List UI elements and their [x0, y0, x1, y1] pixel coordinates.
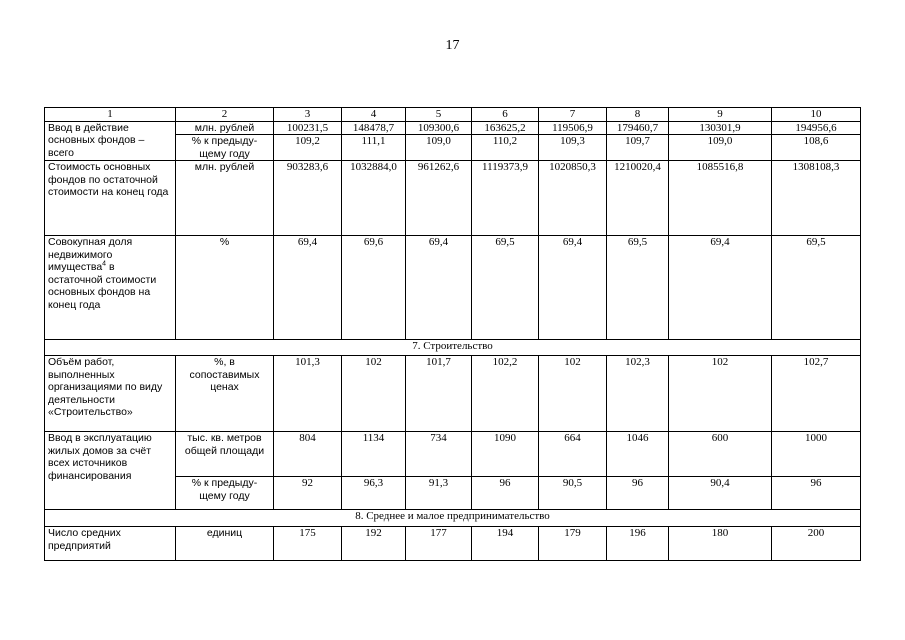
- value-cell: 102,2: [472, 356, 539, 432]
- value-cell: 664: [539, 432, 607, 477]
- value-cell: 90,5: [539, 477, 607, 510]
- row-label: Объём работ, выполненных организациями по виду деятельности «Строительство»: [45, 356, 176, 432]
- value-cell: 1210020,4: [607, 161, 669, 236]
- value-cell: 194956,6: [772, 121, 861, 135]
- value-cell: 200: [772, 527, 861, 561]
- value-cell: 96: [472, 477, 539, 510]
- value-cell: 69,5: [607, 236, 669, 340]
- value-cell: 1032884,0: [342, 161, 406, 236]
- value-cell: 69,6: [342, 236, 406, 340]
- value-cell: 109300,6: [406, 121, 472, 135]
- row-label-text: Совокупная доля недвижимого имущества: [48, 236, 133, 273]
- unit-cell: %, в сопоставимых ценах: [176, 356, 274, 432]
- value-cell: 101,7: [406, 356, 472, 432]
- footnote-mark: 4: [102, 260, 107, 268]
- value-cell: 102: [539, 356, 607, 432]
- column-header: 5: [406, 108, 472, 122]
- row-label: Ввод в действие основных фондов – всего: [45, 121, 176, 161]
- value-cell: 111,1: [342, 135, 406, 161]
- value-cell: 91,3: [406, 477, 472, 510]
- value-cell: 110,2: [472, 135, 539, 161]
- value-cell: 69,4: [406, 236, 472, 340]
- column-header: 4: [342, 108, 406, 122]
- value-cell: 96: [607, 477, 669, 510]
- value-cell: 100231,5: [274, 121, 342, 135]
- value-cell: 148478,7: [342, 121, 406, 135]
- value-cell: 194: [472, 527, 539, 561]
- value-cell: 69,4: [669, 236, 772, 340]
- value-cell: 179: [539, 527, 607, 561]
- column-header: 2: [176, 108, 274, 122]
- column-header: 1: [45, 108, 176, 122]
- row-label: Число средних предприятий: [45, 527, 176, 561]
- value-cell: 175: [274, 527, 342, 561]
- header-row: [45, 108, 861, 122]
- value-cell: 180: [669, 527, 772, 561]
- value-cell: 734: [406, 432, 472, 477]
- value-cell: 102,7: [772, 356, 861, 432]
- value-cell: 109,2: [274, 135, 342, 161]
- value-cell: 119506,9: [539, 121, 607, 135]
- statistics-table: [44, 107, 861, 561]
- value-cell: 96: [772, 477, 861, 510]
- column-header: 6: [472, 108, 539, 122]
- value-cell: 961262,6: [406, 161, 472, 236]
- table-row: [45, 161, 861, 236]
- value-cell: 1090: [472, 432, 539, 477]
- row-label: Стоимость основных фондов по остаточной стоимости на конец года: [45, 161, 176, 236]
- value-cell: 903283,6: [274, 161, 342, 236]
- value-cell: 69,5: [472, 236, 539, 340]
- column-header: 8: [607, 108, 669, 122]
- unit-cell: млн. рублей: [176, 161, 274, 236]
- table-row: [45, 356, 861, 432]
- value-cell: 101,3: [274, 356, 342, 432]
- unit-cell: млн. рублей: [176, 121, 274, 135]
- value-cell: 1119373,9: [472, 161, 539, 236]
- column-header: 3: [274, 108, 342, 122]
- column-header: 9: [669, 108, 772, 122]
- section-row: [45, 510, 861, 527]
- column-header: 7: [539, 108, 607, 122]
- unit-cell: % к предыду-щему году: [176, 477, 274, 510]
- unit-cell: % к предыду-щему году: [176, 135, 274, 161]
- value-cell: 130301,9: [669, 121, 772, 135]
- row-label-text: в остаточной стоимости основных фондов на конец года: [48, 261, 157, 311]
- value-cell: 102: [669, 356, 772, 432]
- value-cell: 102: [342, 356, 406, 432]
- table-row: [45, 121, 861, 135]
- value-cell: 69,4: [539, 236, 607, 340]
- unit-cell: %: [176, 236, 274, 340]
- value-cell: 96,3: [342, 477, 406, 510]
- value-cell: 109,0: [669, 135, 772, 161]
- unit-cell: тыс. кв. метров общей площади: [176, 432, 274, 477]
- section-heading: 7. Строительство: [45, 340, 861, 356]
- value-cell: 1134: [342, 432, 406, 477]
- section-heading: 8. Среднее и малое предпринимательство: [45, 510, 861, 527]
- value-cell: 192: [342, 527, 406, 561]
- page-number: 17: [445, 38, 460, 53]
- value-cell: 90,4: [669, 477, 772, 510]
- value-cell: 1000: [772, 432, 861, 477]
- value-cell: 1085516,8: [669, 161, 772, 236]
- value-cell: 1308108,3: [772, 161, 861, 236]
- value-cell: 1020850,3: [539, 161, 607, 236]
- value-cell: 163625,2: [472, 121, 539, 135]
- section-row: [45, 340, 861, 356]
- value-cell: 108,6: [772, 135, 861, 161]
- value-cell: 196: [607, 527, 669, 561]
- value-cell: 179460,7: [607, 121, 669, 135]
- column-header: 10: [772, 108, 861, 122]
- table-row: [45, 527, 861, 561]
- value-cell: 109,7: [607, 135, 669, 161]
- value-cell: 1046: [607, 432, 669, 477]
- table-row: [45, 236, 861, 340]
- unit-cell: единиц: [176, 527, 274, 561]
- value-cell: 102,3: [607, 356, 669, 432]
- row-label: [45, 236, 176, 340]
- value-cell: 600: [669, 432, 772, 477]
- value-cell: 69,4: [274, 236, 342, 340]
- row-label: Ввод в эксплуатацию жилых домов за счёт всех источников финансирования: [45, 432, 176, 510]
- value-cell: 92: [274, 477, 342, 510]
- value-cell: 177: [406, 527, 472, 561]
- value-cell: 109,0: [406, 135, 472, 161]
- value-cell: 804: [274, 432, 342, 477]
- table-row: [45, 432, 861, 477]
- value-cell: 109,3: [539, 135, 607, 161]
- value-cell: 69,5: [772, 236, 861, 340]
